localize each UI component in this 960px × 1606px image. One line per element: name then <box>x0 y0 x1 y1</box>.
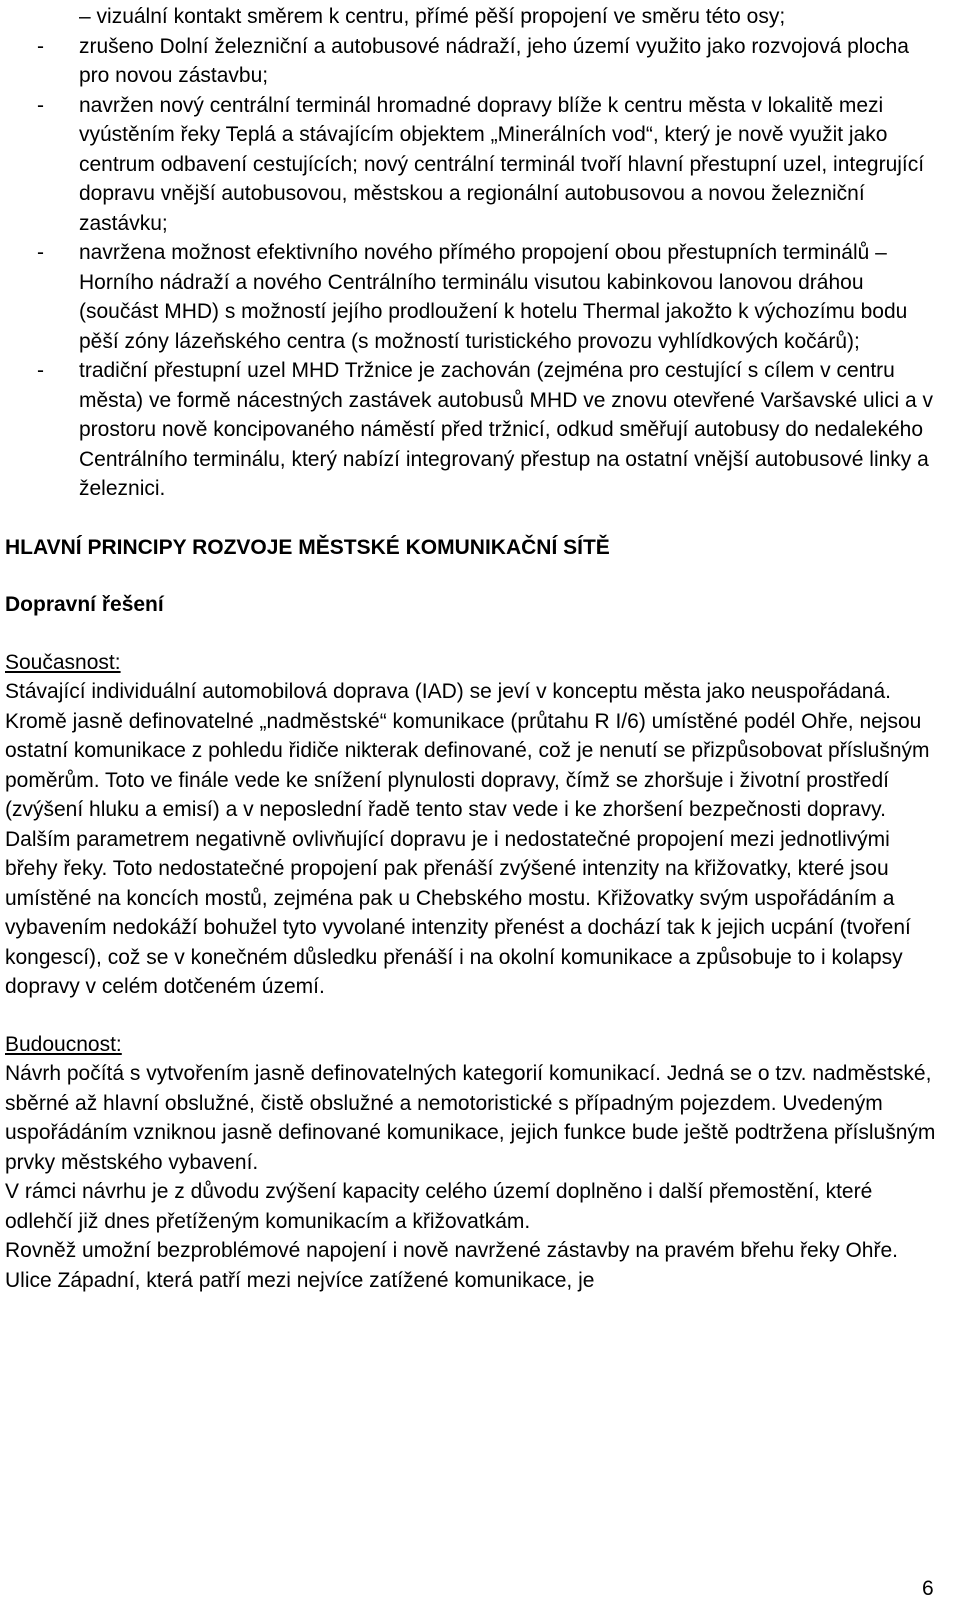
list-item <box>5 91 945 239</box>
page-number: 6 <box>922 1577 934 1600</box>
list-item <box>5 2 945 32</box>
list-item <box>5 32 945 91</box>
list-dash: - <box>37 93 44 117</box>
list-item-text: zrušeno Dolní železniční a autobusové nádraží, jeho území využito jako rozvojová plocha pro novou zástavbu; <box>79 34 909 87</box>
list-dash: - <box>37 241 44 264</box>
paragraph: Dalším parametrem negativně ovlivňující dopravu je i nedostatečné propojení mezi jednotlivými břehy řeky. Toto nedostatečné propojení pak přenáší zvýšené intenzity na křižovatky, které jsou umístěné na koncích mostů, zejména pak u Chebského mostu. Křižovatky svým uspořádáním a vybavením nedokáží bohužel tyto vyvolané intenzity přenést a dochází tak k jejich ucpání (tvoření kongescí), což se v konečném důsledku přenáší i na okolní komunikace a způsobuje to i kolapsy dopravy v celém dotčeném území. <box>5 827 911 998</box>
list-item <box>5 238 945 356</box>
paragraph: Stávající individuální automobilová doprava (IAD) se jeví v konceptu města jako neuspořádaná. Kromě jasně definovatelné „nadměstské“ komunikace (průtahu R I/6) umístěné podél Ohře, nejsou ostatní komunikace z pohledu řidiče nikterak definované, což je nenutí se přizpůsobovat příslušným poměrům. Toto ve finále vede ke snížení plynulosti dopravy, čímž se zhoršuje i životní prostředí (zvýšení hluku a emisí) a v neposlední řadě tento stav vede i ke zhoršení bezpečnosti dopravy. <box>5 680 930 821</box>
subsection-heading: Dopravní řešení <box>5 593 164 616</box>
list-item-text: navržena možnost efektivního nového přímého propojení obou přestupních terminálů – Horního nádraží a nového Centrálního terminálu visutou kabinkovou lanovou dráhou (součást MHD) s možností jejího prodloužení k hotelu Thermal jakožto k výchozímu bodu pěší zóny lázeňského centra (s možností turistického provozu vyhlídkových kočárů); <box>79 241 908 353</box>
document-body <box>5 2 945 1295</box>
list-item-text: tradiční přestupní uzel MHD Tržnice je zachován (zejména pro cestující s cílem v centru města) ve formě nácestných zastávek autobusů MHD ve znovu otevřené Varšavské ulici a v prostoru nově koncipovaného náměstí před tržnicí, odkud směřují autobusy do nedalekého Centrálního terminálu, který nabízí integrovaný přestup na ostatní vnější autobusové linky a železnici. <box>79 359 933 500</box>
section-heading: HLAVNÍ PRINCIPY ROZVOJE MĚSTSKÉ KOMUNIKAČNÍ SÍTĚ <box>5 535 610 559</box>
future-state-label: Budoucnost: <box>5 1032 122 1056</box>
paragraph: Rovněž umožní bezproblémové napojení i nově navržené zástavby na pravém břehu řeky Ohře. Ulice Západní, která patří mezi nejvíce zatížené komunikace, je <box>5 1239 898 1292</box>
paragraph: Návrh počítá s vytvořením jasně definovatelných kategorií komunikací. Jedná se o tzv. nadměstské, sběrné až hlavní obslužné, čistě obslužné a nemotoristické s případným pojezdem. Uvedeným uspořádáním vzniknou jasně definované komunikace, jejich funkce bude ještě podtržena příslušným prvky městského vybavení. <box>5 1062 936 1174</box>
list-dash: - <box>37 34 44 58</box>
paragraph: V rámci návrhu je z důvodu zvýšení kapacity celého území doplněno i další přemostění, které odlehčí již dnes přetíženým komunikacím a křižovatkám. <box>5 1180 873 1233</box>
list-item-text: navržen nový centrální terminál hromadné dopravy blíže k centru města v lokalitě mezi vyústěním řeky Teplá a stávajícím objektem „Minerálních vod“, který je nově využit jako centrum odbavení cestujících; nový centrální terminál tvoří hlavní přestupní uzel, integrující dopravu vnější autobusovou, městskou a regionální autobusovou a novou železniční zastávku; <box>79 93 925 235</box>
current-state-label: Současnost: <box>5 650 121 674</box>
list-dash: - <box>37 359 44 382</box>
bullet-list <box>5 2 945 504</box>
list-item <box>5 356 945 504</box>
list-item-text: – vizuální kontakt směrem k centru, přímé pěší propojení ve směru této osy; <box>79 5 786 28</box>
